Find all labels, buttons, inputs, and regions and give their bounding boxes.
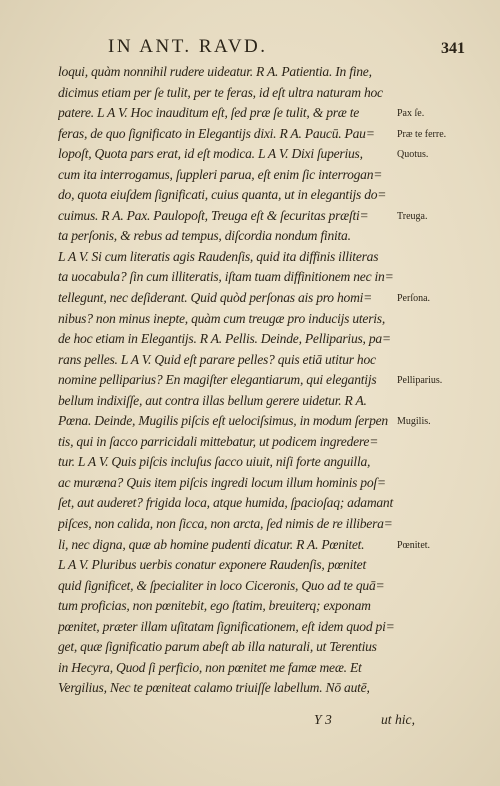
text-line: tur. L A V. Quis piſcis incluſus ſacco uiuit, niſi forte anguilla, (58, 454, 371, 470)
text-line: loqui, quàm nonnihil rudere uideatur. R A. Patientia. In fine, (58, 64, 372, 79)
text-line: li, nec digna, quæ ab homine pudenti dicatur. R A. Pœnitet. (58, 536, 365, 552)
text-line: nomine pelliparius? En magiſter elegantiarum, qui elegantijs (58, 372, 377, 388)
text-line: ac muræna? Quis item piſcis ingredi locum illum hominis poſ= (58, 474, 386, 490)
text-line: cum ita interrogamus, ſuppleri parua, eſt enim ſic interrogan= (58, 166, 383, 182)
text-line: piſces, non calida, non ſicca, non arcta, ſed nimis de re illibera= (58, 516, 393, 532)
text-line: L A V. Si cum literatis agis Raudenſis, quid ita diffinis illiteras (58, 248, 379, 264)
text-line: rans pelles. L A V. Quid eſt parare pelles? quis etiā utitur hoc (58, 351, 376, 367)
text-line: get, quæ ſignificatio parum abeſt ab illa naturali, ut Terentius (58, 639, 377, 655)
text-line: ta perſonis, & rebus ad tempus, diſcordia nondum finita. (58, 228, 351, 244)
text-line: de hoc etiam in Elegantijs. R A. Pellis. Deinde, Pelliparius, pa= (58, 331, 391, 347)
signature-mark: Y 3 (314, 712, 332, 727)
text-line: tis, qui in ſacco parricidali mittebatur, ut podicem ingredere= (58, 433, 379, 449)
margin-note: Mugilis. (397, 416, 431, 428)
text-line: patere. L A V. Hoc inauditum eſt, ſed præ ſe tulit, & præ te (58, 105, 360, 121)
page-header (0, 30, 500, 60)
text-line: feras, de quo ſignificato in Elegantijs dixi. R A. Paucū. Pau= (58, 125, 375, 141)
text-line: pœnitet, præter illam uſitatam ſignificationem, eſt idem quod pi= (58, 618, 395, 634)
margin-note: Pœnitet. (397, 539, 431, 551)
text-line: do, quota eiuſdem ſignificati, cuius quanta, ut in elegantijs do= (58, 187, 387, 203)
text-line: ta uocabula? ſin cum illiteratis, iſtam tuam diffinitionem nec in= (58, 269, 394, 285)
text-line: quid ſignificet, & ſpecialiter in loco Ciceronis, Quo ad te quā= (58, 577, 385, 593)
text-line: dicimus etiam per ſe tulit, per te feras, id eſt ultra naturam hoc (58, 84, 383, 100)
text-line: nibus? non minus inepte, quàm cum treugæ pro inducijs uteris, (58, 310, 385, 326)
margin-note: Pelliparius. (397, 375, 443, 387)
text-line: lopoſt, Quota pars erat, id eſt modica. L A V. Dixi ſuperius, (58, 146, 363, 162)
margin-note: Præ te ferre. (397, 128, 447, 140)
body-text (58, 62, 398, 699)
margin-note: Quotus. (397, 149, 429, 161)
catchword: ut hic, (381, 712, 415, 727)
text-line: in Hecyra, Quod ſi perficio, non pœnitet me famæ meæ. Et (58, 659, 362, 675)
page-number: 341 (441, 40, 465, 57)
margin-note: Treuga. (397, 210, 428, 222)
running-title: IN ANT. RAVD. (108, 36, 268, 57)
text-line: Vergilius, Nec te pœniteat calamo triuiſſe labellum. Nō autē, (58, 680, 370, 696)
text-line: bellum indixiſſe, aut contra illas bellum gerere uidetur. R A. (58, 392, 367, 408)
margin-note: Pax ſe. (397, 108, 425, 120)
text-line: cuimus. R A. Pax. Paulopoſt, Treuga eſt & ſecuritas præſti= (58, 207, 369, 223)
margin-note: Perſona. (397, 293, 431, 305)
text-line: tellegunt, nec deſiderant. Quid quòd perſonas ais pro homi= (58, 290, 373, 306)
text-line: Pœna. Deinde, Mugilis piſcis eſt uelociſsimus, in modum ſerpen (58, 413, 388, 429)
text-line: L A V. Pluribus uerbis conatur exponere Raudenſis, pœnitet (58, 557, 366, 573)
text-line: tum proficias, non pœnitebit, ego ſtatim, breuiterq; exponam (58, 598, 371, 614)
text-line: ſet, aut auderet? frigida loca, atque humida, ſpacioſaq; adamant (58, 495, 394, 511)
